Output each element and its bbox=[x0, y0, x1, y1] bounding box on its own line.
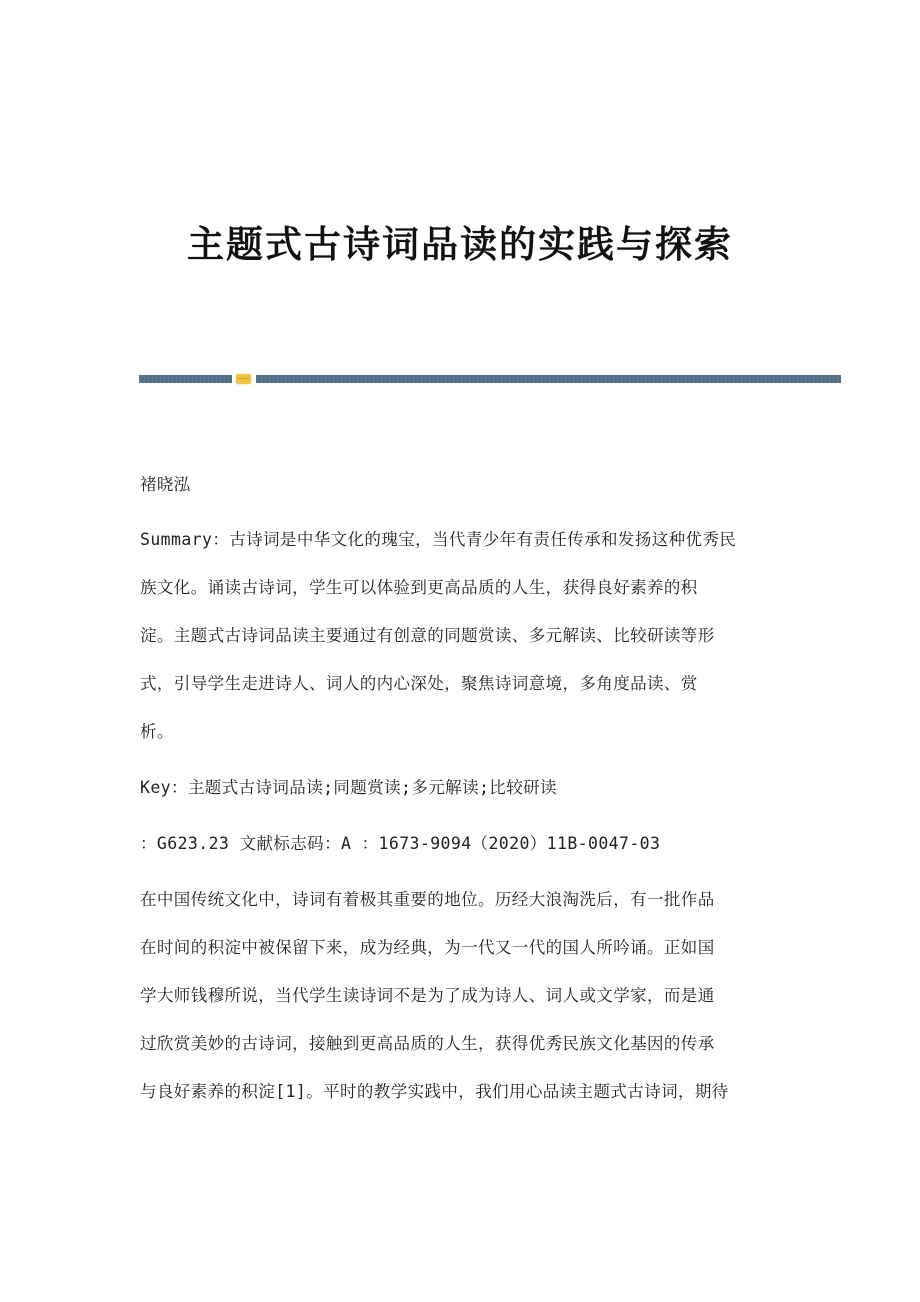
summary-line: Summary：古诗词是中华文化的瑰宝，当代青少年有责任传承和发扬这种优秀民 bbox=[140, 530, 737, 549]
summary-line: 析。 bbox=[140, 722, 174, 741]
keywords-line: Key：主题式古诗词品读;同题赏读;多元解读;比较研读 bbox=[140, 778, 557, 797]
summary-line: 式，引导学生走进诗人、词人的内心深处，聚焦诗词意境，多角度品读、赏 bbox=[140, 674, 698, 693]
body-line: 在时间的积淀中被保留下来，成为经典，为一代又一代的国人所吟诵。正如国 bbox=[140, 938, 715, 957]
page-title: 主题式古诗词品读的实践与探索 bbox=[187, 222, 733, 266]
divider-ornament-icon bbox=[236, 374, 251, 384]
divider-bar-right bbox=[256, 375, 841, 383]
title-divider bbox=[139, 374, 841, 384]
body-line: 过欣赏美妙的古诗词，接触到更高品质的人生，获得优秀民族文化基因的传承 bbox=[140, 1034, 715, 1053]
body-line: 与良好素养的积淀[1]。平时的教学实践中，我们用心品读主题式古诗词，期待 bbox=[140, 1082, 729, 1101]
body-line: 学大师钱穆所说，当代学生读诗词不是为了成为诗人、词人或文学家，而是通 bbox=[140, 986, 715, 1005]
summary-line: 族文化。诵读古诗词，学生可以体验到更高品质的人生，获得良好素养的积 bbox=[140, 578, 698, 597]
divider-bar-left bbox=[139, 375, 232, 383]
classification-line: ：G623.23 文献标志码：A ：1673-9094（2020）11B-0047-03 bbox=[140, 834, 661, 853]
body-line: 在中国传统文化中，诗词有着极其重要的地位。历经大浪淘洗后，有一批作品 bbox=[140, 890, 715, 909]
author-name: 褚晓泓 bbox=[140, 475, 191, 494]
summary-line: 淀。主题式古诗词品读主要通过有创意的同题赏读、多元解读、比较研读等形 bbox=[140, 626, 715, 645]
